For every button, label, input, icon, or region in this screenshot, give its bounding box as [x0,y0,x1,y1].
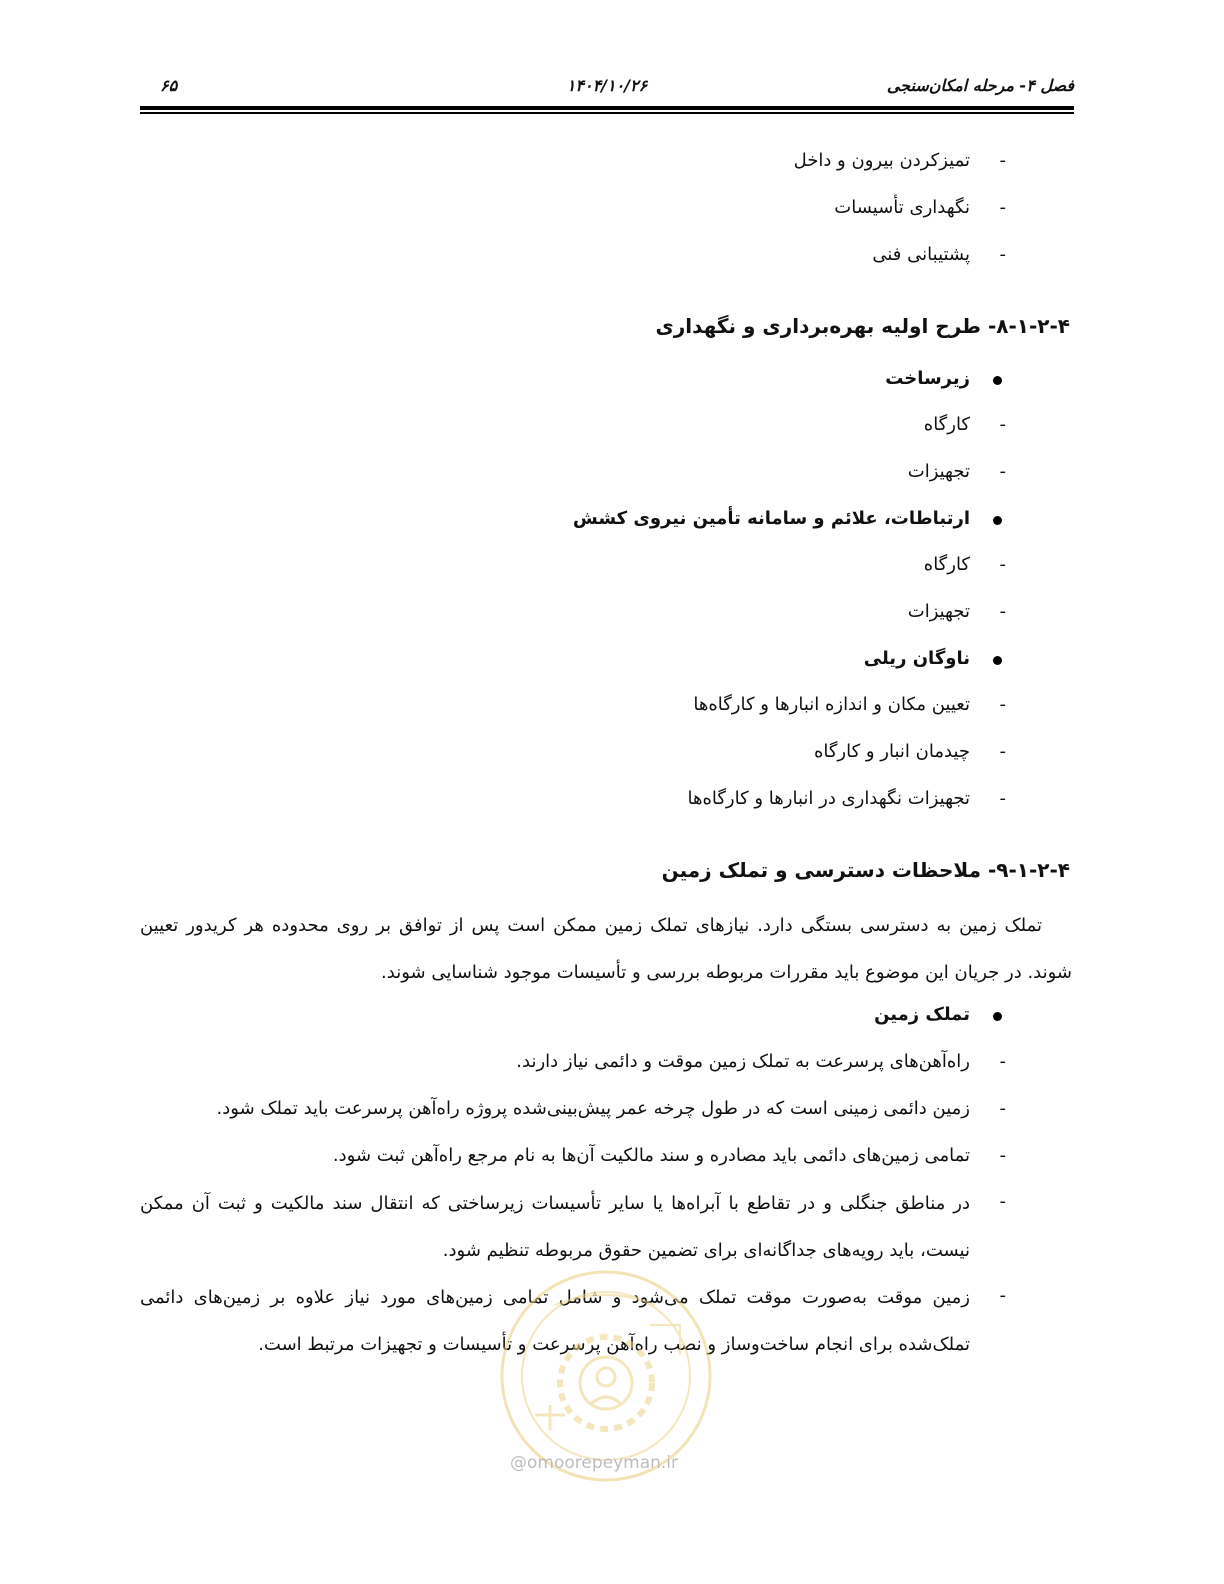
section-heading: ۸-۱-۲-۴- طرح اولیه بهره‌برداری و نگهداری [655,314,1070,338]
list-item: در مناطق جنگلی و در تقاطع با آبراه‌ها یا سایر تأسیسات زیرساختی که انتقال سند مالکیت و ثبت آن ممکن نیست، باید رویه‌های جداگانه‌ای برای تضمین حقوق مربوطه تنظیم شود. [140,1193,970,1261]
bullet-heading: ارتباطات، علائم و سامانه تأمین نیروی کشش [572,508,970,529]
dash-marker: - [999,601,1006,622]
bullet-heading: تملک زمین [874,1004,970,1025]
list-item: تجهیزات نگهداری در انبارها و کارگاه‌ها [687,788,970,809]
dash-marker: - [999,414,1006,435]
bullet-marker [993,1012,1002,1021]
dash-marker: - [999,1191,1006,1212]
list-item: کارگاه [923,414,970,435]
dash-marker: - [999,461,1006,482]
dash-marker: - [999,788,1006,809]
list-item: تمامی زمین‌های دائمی باید مصادره و سند مالکیت آن‌ها به نام مرجع راه‌آهن ثبت شود. [332,1145,970,1166]
list-item: تجهیزات [907,601,970,622]
bullet-marker [993,376,1002,385]
bullet-marker [993,516,1002,525]
list-item: راه‌آهن‌های پرسرعت به تملک زمین موقت و دائمی نیاز دارند. [516,1051,970,1072]
page-header [140,72,1074,106]
list-item: چیدمان انبار و کارگاه [813,741,970,762]
dash-marker: - [999,244,1006,265]
bullet-heading: ناوگان ریلی [863,648,970,669]
list-item: نگهداری تأسیسات [834,197,970,218]
header-rule-thick [140,106,1074,110]
section-heading: ۹-۱-۲-۴- ملاحظات دسترسی و تملک زمین [661,858,1070,882]
header-rule-thin [140,112,1074,114]
dash-marker: - [999,197,1006,218]
list-item: زمین موقت به‌صورت موقت تملک می‌شود و شامل تمامی زمین‌های مورد نیاز علاوه بر زمین‌های دائمی تملک‌شده برای انجام ساخت‌وساز و نصب راه‌آهن پرسرعت و تأسیسات و تجهیزات مرتبط است. [140,1287,970,1355]
dash-marker: - [999,1145,1006,1166]
dash-marker: - [999,1051,1006,1072]
list-item: کارگاه [923,554,970,575]
dash-marker: - [999,150,1006,171]
header-date: ۱۴۰۴/۱۰/۲۶ [566,76,648,95]
dash-marker: - [999,554,1006,575]
dash-marker: - [999,1285,1006,1306]
bullet-marker [993,656,1002,665]
dash-marker: - [999,694,1006,715]
list-item: پشتیبانی فنی [872,244,970,265]
list-item: تعیین مکان و اندازه انبارها و کارگاه‌ها [693,694,970,715]
list-item: تجهیزات [907,461,970,482]
bullet-heading: زیرساخت [885,368,970,389]
body-paragraph: تملک زمین به دسترسی بستگی دارد. نیازهای تملک زمین ممکن است پس از توافق بر روی محدوده هر کریدور تعیین شوند. در جریان این موضوع باید مقررات مربوطه بررسی و تأسیسات موجود شناسایی شوند. [140,915,1072,983]
list-item: تمیزکردن بیرون و داخل [793,150,970,171]
page-number: ۶۵ [160,76,178,95]
list-item: زمین دائمی زمینی است که در طول چرخه عمر پیش‌بینی‌شده پروژه راه‌آهن پرسرعت باید تملک شود. [216,1098,970,1119]
watermark-url: @omoorepeyman.ir [510,1453,679,1473]
chapter-title: فصل ۴- مرحله امکان‌سنجی [886,76,1074,95]
dash-marker: - [999,1098,1006,1119]
dash-marker: - [999,741,1006,762]
